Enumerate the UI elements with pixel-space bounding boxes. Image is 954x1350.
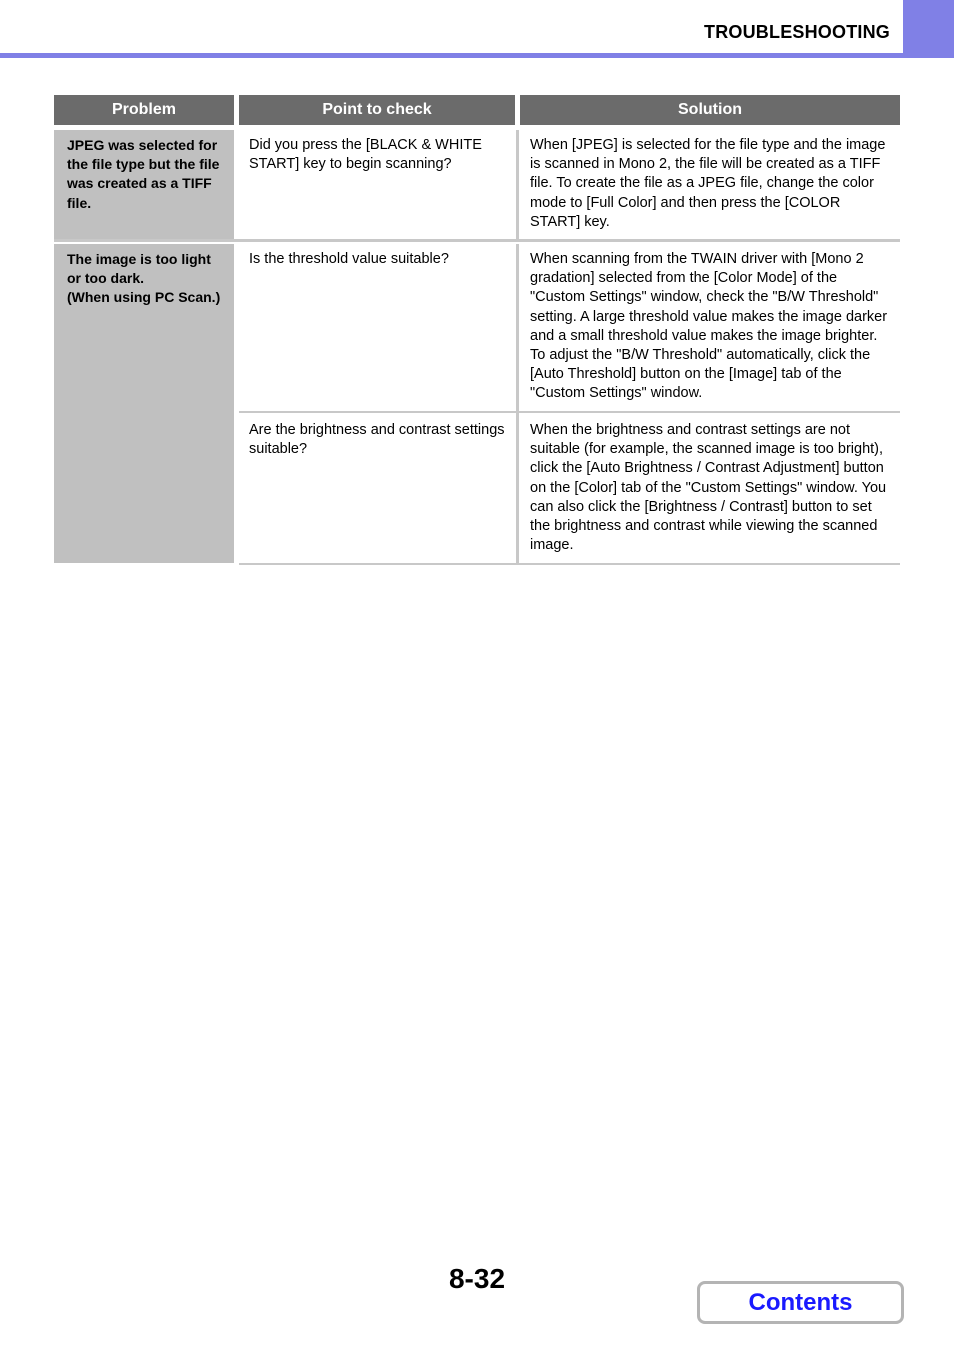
column-header-point-to-check: Point to check — [239, 95, 515, 125]
problem-cell: JPEG was selected for the file type but the file was created as a TIFF file. — [54, 130, 234, 239]
column-divider — [516, 244, 519, 565]
solution-cell: When the brightness and contrast settings are not suitable (for example, the scanned image is too bright), click the [Auto Brightness / Contrast Adjustment] button on the [Color] tab of the "Custom Settings" window. You can also click the [Brightness / Contrast] button to set the brightness and contrast while viewing the scanned image. — [530, 422, 887, 554]
point-to-check-cell: Are the brightness and contrast settings suitable? — [249, 422, 505, 458]
solution-cell: When scanning from the TWAIN driver with [Mono 2 gradation] selected from the [Color Mode] of the "Custom Settings" window, check the "B/W Threshold" setting. A large threshold value makes the image darker and a small threshold value makes the image brighter. To adjust the "B/W Threshold" automatically, click the [Auto Threshold] button on the [Image] tab of the "Custom Settings" window. — [530, 251, 888, 402]
row-divider — [239, 411, 900, 413]
column-header-problem: Problem — [54, 95, 234, 125]
point-to-check-cell: Did you press the [BLACK & WHITE START] key to begin scanning? — [249, 137, 482, 173]
section-tab-marker — [903, 0, 954, 55]
column-divider — [516, 130, 519, 240]
section-title: TROUBLESHOOTING — [704, 22, 890, 42]
contents-button-label: Contents — [748, 1288, 853, 1316]
problem-cell: The image is too light or too dark. (When using PC Scan.) — [54, 244, 234, 563]
contents-button[interactable] — [697, 1281, 904, 1324]
point-to-check-cell: Is the threshold value suitable? — [249, 251, 449, 267]
page-number: 8-32 — [448, 1263, 506, 1294]
row-divider — [54, 239, 900, 242]
solution-cell: When [JPEG] is selected for the file type and the image is scanned in Mono 2, the file will be created as a TIFF file. To create the file as a JPEG file, change the color mode to [Full Color] and then press the [COLOR START] key. — [530, 137, 886, 230]
row-divider — [239, 563, 900, 565]
header-divider — [0, 53, 954, 58]
column-header-solution: Solution — [520, 95, 900, 125]
